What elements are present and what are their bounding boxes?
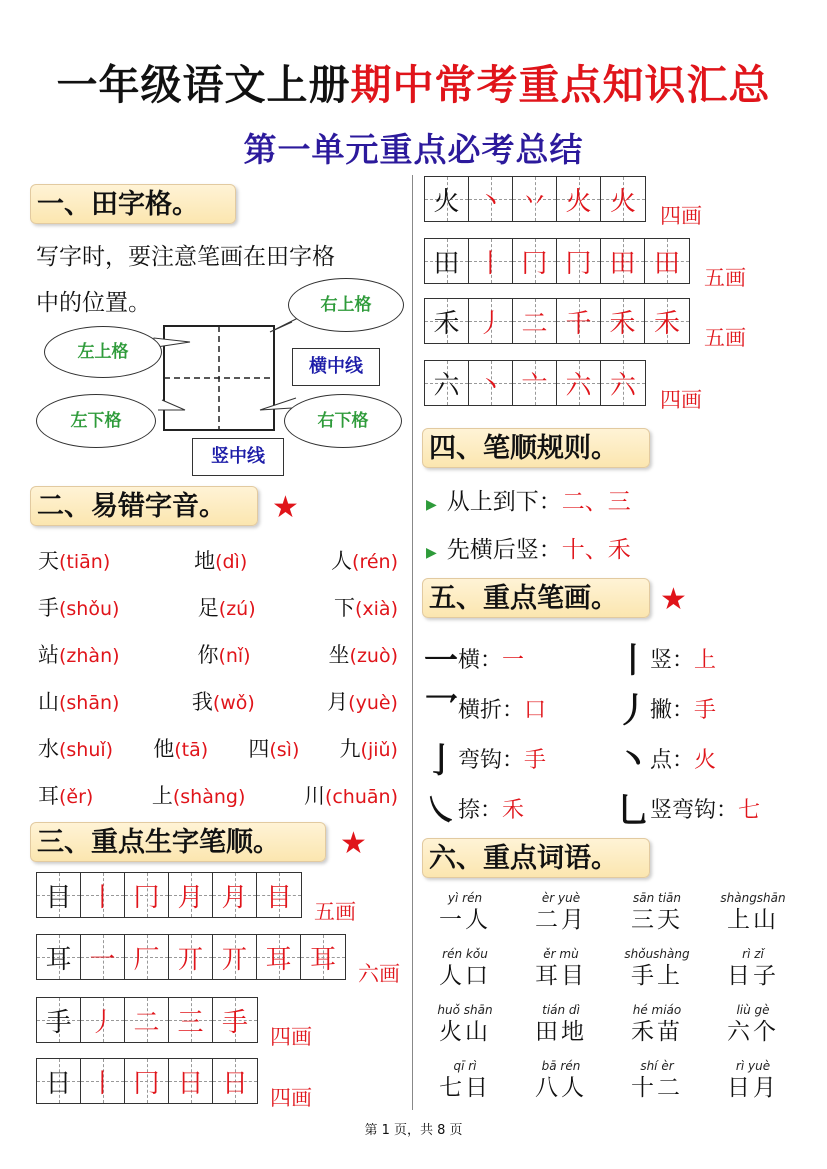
left-grid-row xyxy=(36,872,302,918)
pinyin-row xyxy=(38,585,398,632)
word-pinyin: shǒushàng xyxy=(624,947,690,961)
grid-step: 丨 xyxy=(89,882,116,913)
pinyin-item xyxy=(38,632,120,679)
rule-label: 从上到下： xyxy=(446,489,562,515)
pinyin-item xyxy=(198,585,256,632)
grid-step: 手 xyxy=(221,1007,248,1038)
right-grid-row xyxy=(424,298,690,344)
pinyin-item xyxy=(38,679,119,726)
title-red: 期中常考重点知识汇总 xyxy=(350,61,771,109)
pinyin-text: (jiǔ) xyxy=(360,739,398,761)
grid-cell-char xyxy=(37,998,81,1042)
grid-step: 千 xyxy=(565,308,592,339)
grid-step: 目 xyxy=(265,882,292,913)
grid-char: 禾 xyxy=(433,308,460,339)
stroke-item xyxy=(616,786,760,836)
stroke-name: 竖： xyxy=(650,648,695,673)
stroke-item xyxy=(424,786,524,836)
word-hanzi: 火山 xyxy=(439,1019,491,1045)
grid-cell-step xyxy=(125,1059,169,1103)
grid-cell-step xyxy=(557,361,601,405)
word-hanzi: 田地 xyxy=(535,1019,587,1045)
pinyin-char: 耳 xyxy=(38,784,59,808)
word-item xyxy=(612,946,702,990)
stroke-item xyxy=(616,636,716,686)
pinyin-char: 上 xyxy=(151,784,173,808)
grid-cell-step xyxy=(81,1059,125,1103)
word-hanzi: 禾苗 xyxy=(631,1019,683,1045)
stroke-item xyxy=(616,736,716,786)
word-hanzi: 二月 xyxy=(535,907,587,933)
stroke-name: 横： xyxy=(458,648,503,673)
word-item xyxy=(420,1002,510,1046)
grid-step: 丌 xyxy=(221,944,248,975)
pinyin-text: (yuè) xyxy=(348,692,398,714)
word-pinyin: yì rén xyxy=(447,891,483,905)
grid-cell-step xyxy=(125,935,169,979)
pinyin-text: (chuān) xyxy=(324,786,398,808)
grid-step: 丌 xyxy=(177,944,204,975)
section3-heading: 三、重点生字笔顺。 xyxy=(30,822,326,862)
left-grid-row xyxy=(36,997,258,1043)
pinyin-item xyxy=(152,773,246,820)
pinyin-text: (xià) xyxy=(355,598,398,620)
word-item xyxy=(516,1058,606,1102)
stroke-example: 口 xyxy=(524,698,547,723)
word-pinyin: tián dì xyxy=(542,1003,580,1017)
right-grid-item xyxy=(424,238,746,290)
rule-item xyxy=(426,526,631,574)
grid-cell-step xyxy=(601,299,645,343)
stroke-name: 竖弯钩： xyxy=(650,798,739,823)
pinyin-row xyxy=(38,538,398,585)
grid-cell-step xyxy=(169,873,213,917)
grid-step: 丶 xyxy=(477,370,504,401)
pinyin-char: 手 xyxy=(38,596,59,620)
grid-cell-char xyxy=(37,873,81,917)
word-hanzi: 日月 xyxy=(727,1075,779,1101)
grid-cell-step xyxy=(601,361,645,405)
pinyin-text: (tiān) xyxy=(59,551,111,573)
grid-cell-step xyxy=(213,1059,257,1103)
left-grid-row xyxy=(36,934,346,980)
grid-step: 六 xyxy=(565,370,592,401)
word-item xyxy=(708,946,798,990)
grid-step: 二 xyxy=(521,308,548,339)
stroke-glyph-icon: 亅 xyxy=(424,741,458,781)
pinyin-char: 你 xyxy=(197,643,219,667)
pinyin-char: 水 xyxy=(38,737,59,761)
word-item xyxy=(420,1058,510,1102)
star-icon: ★ xyxy=(272,490,299,525)
grid-step: 丿 xyxy=(89,1007,116,1038)
pinyin-char: 山 xyxy=(38,690,59,714)
pinyin-char: 月 xyxy=(327,690,349,714)
stroke-glyph-icon: ㇏ xyxy=(424,791,458,831)
pinyin-text: (dì) xyxy=(215,551,248,573)
word-hanzi: 一人 xyxy=(439,907,491,933)
page-footer: 第 1 页，共 8 页 xyxy=(364,1123,463,1138)
word-pinyin: shí èr xyxy=(640,1059,674,1073)
left-grid-item xyxy=(36,997,312,1049)
stroke-example: 上 xyxy=(694,648,717,673)
bubble-bottom-left: 左下格 xyxy=(36,394,156,448)
star-icon: ★ xyxy=(340,826,367,861)
word-hanzi: 人口 xyxy=(439,963,491,989)
pinyin-item xyxy=(38,585,119,632)
grid-step: 厂 xyxy=(133,944,160,975)
grid-cell-step xyxy=(213,873,257,917)
pinyin-text: (tā) xyxy=(174,739,209,761)
pinyin-char: 天 xyxy=(38,549,59,573)
grid-cell-char xyxy=(37,1059,81,1103)
left-grid-item xyxy=(36,1058,312,1110)
grid-cell-step xyxy=(81,935,125,979)
pinyin-row xyxy=(38,679,398,726)
grid-cell-step xyxy=(557,177,601,221)
pinyin-char: 我 xyxy=(191,690,213,714)
stroke-example: 一 xyxy=(502,648,525,673)
pinyin-char: 足 xyxy=(197,596,219,620)
right-grid-row xyxy=(424,360,646,406)
grid-char: 耳 xyxy=(45,944,72,975)
word-pinyin: shàngshān xyxy=(720,891,786,905)
word-pinyin: ěr mù xyxy=(543,947,579,961)
word-item xyxy=(420,890,510,934)
left-grid-item xyxy=(36,872,356,924)
word-pinyin: rì yuè xyxy=(735,1059,771,1073)
grid-char: 目 xyxy=(45,882,72,913)
grid-step: 禾 xyxy=(609,308,636,339)
grid-cell-step xyxy=(213,998,257,1042)
rule-example: 二、三 xyxy=(561,489,631,515)
word-pinyin: huǒ shān xyxy=(437,1003,493,1017)
stroke-example: 禾 xyxy=(502,798,525,823)
stroke-glyph-icon: 一 xyxy=(424,641,458,681)
grid-cell-step xyxy=(469,239,513,283)
right-grid-row xyxy=(424,176,646,222)
grid-step: 三 xyxy=(177,1007,204,1038)
grid-cell-step xyxy=(557,299,601,343)
word-hanzi: 三天 xyxy=(631,907,683,933)
grid-char: 手 xyxy=(45,1007,72,1038)
pinyin-char: 下 xyxy=(334,596,355,620)
pinyin-text: (rén) xyxy=(352,551,398,573)
right-grid-row xyxy=(424,238,690,284)
grid-cell-step xyxy=(125,998,169,1042)
section1-text-line2: 中的位置。 xyxy=(36,290,151,316)
stroke-name: 撇： xyxy=(650,698,695,723)
stroke-glyph-icon: 丨 xyxy=(616,641,650,681)
grid-cell-step xyxy=(469,361,513,405)
grid-step: 丿 xyxy=(477,308,504,339)
grid-cell-step xyxy=(513,361,557,405)
pinyin-item xyxy=(38,726,113,773)
word-pinyin: èr yuè xyxy=(541,891,581,905)
pinyin-item xyxy=(153,726,208,773)
word-pinyin: sān tiān xyxy=(632,891,682,905)
pinyin-text: (sì) xyxy=(269,739,300,761)
grid-step: 丷 xyxy=(521,186,548,217)
grid-char: 田 xyxy=(433,248,460,279)
stroke-glyph-icon: 丿 xyxy=(616,691,650,731)
left-grid-row xyxy=(36,1058,258,1104)
word-item xyxy=(612,1058,702,1102)
stroke-item xyxy=(616,686,716,736)
stroke-count: 五画 xyxy=(314,900,356,924)
grid-step: 二 xyxy=(133,1007,160,1038)
pinyin-text: (shàng) xyxy=(172,786,246,808)
pinyin-row xyxy=(38,632,398,679)
grid-step: 日 xyxy=(221,1068,248,1099)
bubble-top-left: 左上格 xyxy=(44,326,162,378)
page-title xyxy=(0,52,827,111)
bubble-top-right: 右上格 xyxy=(288,278,404,332)
bullet-icon: ▶ xyxy=(426,497,437,513)
right-grid-item xyxy=(424,298,746,350)
word-hanzi: 日子 xyxy=(727,963,779,989)
column-divider xyxy=(412,175,413,1110)
grid-step: 田 xyxy=(653,248,680,279)
grid-step: 耳 xyxy=(265,944,292,975)
pinyin-char: 坐 xyxy=(328,643,350,667)
pinyin-text: (wǒ) xyxy=(212,692,255,714)
stroke-count: 四画 xyxy=(660,204,702,228)
grid-step: 火 xyxy=(609,186,636,217)
grid-step: 丨 xyxy=(89,1068,116,1099)
grid-step: 一 xyxy=(89,944,116,975)
stroke-count: 四画 xyxy=(660,388,702,412)
grid-cell-char xyxy=(425,239,469,283)
title-black: 一年级语文上册 xyxy=(56,61,351,109)
grid-cell-step xyxy=(601,177,645,221)
stroke-count: 五画 xyxy=(704,326,746,350)
grid-step: 冂 xyxy=(133,1068,160,1099)
grid-cell-step xyxy=(469,299,513,343)
pinyin-char: 川 xyxy=(303,784,325,808)
pinyin-char: 站 xyxy=(38,643,59,667)
grid-step: 亠 xyxy=(521,370,548,401)
stroke-glyph-icon: 丶 xyxy=(616,741,650,781)
pinyin-text: (nǐ) xyxy=(218,645,251,667)
stroke-item xyxy=(424,636,524,686)
stroke-item xyxy=(424,686,546,736)
stroke-item xyxy=(424,736,546,786)
word-pinyin: bā rén xyxy=(541,1059,581,1073)
bullet-icon: ▶ xyxy=(426,545,437,561)
grid-cell-step xyxy=(645,239,689,283)
pinyin-char: 他 xyxy=(153,737,175,761)
grid-cell-step xyxy=(213,935,257,979)
pinyin-item xyxy=(194,538,247,585)
left-grid-item xyxy=(36,934,400,986)
grid-cell-char xyxy=(425,299,469,343)
word-item xyxy=(516,1002,606,1046)
stroke-count: 六画 xyxy=(358,962,400,986)
grid-step: 冂 xyxy=(565,248,592,279)
pinyin-char: 九 xyxy=(339,737,361,761)
grid-char: 六 xyxy=(433,370,460,401)
grid-cell-step xyxy=(257,873,301,917)
grid-cell-step xyxy=(557,239,601,283)
page-subtitle: 第一单元重点必考总结 xyxy=(243,130,584,169)
pinyin-item xyxy=(329,632,398,679)
stroke-example: 手 xyxy=(524,748,547,773)
stroke-glyph-icon: 乚 xyxy=(616,791,650,831)
grid-cell-char xyxy=(425,177,469,221)
word-hanzi: 手上 xyxy=(631,963,683,989)
word-item xyxy=(516,946,606,990)
word-pinyin: liù gè xyxy=(736,1003,770,1017)
bubble-bottom-right: 右下格 xyxy=(284,394,402,448)
stroke-name: 捺： xyxy=(458,798,503,823)
stroke-name: 横折： xyxy=(458,698,525,723)
pinyin-item xyxy=(197,632,250,679)
grid-cell-char xyxy=(425,361,469,405)
pinyin-item xyxy=(192,679,255,726)
section4-heading: 四、笔顺规则。 xyxy=(422,428,650,468)
pinyin-item xyxy=(38,773,93,820)
label-horizontal-midline: 横中线 xyxy=(292,348,380,386)
grid-cell-step xyxy=(169,935,213,979)
grid-step: 冂 xyxy=(133,882,160,913)
rule-item xyxy=(426,478,631,526)
word-pinyin: rén kǒu xyxy=(442,947,488,961)
section2-heading: 二、易错字音。 xyxy=(30,486,258,526)
pinyin-item xyxy=(304,773,398,820)
word-hanzi: 六个 xyxy=(727,1019,779,1045)
pinyin-row xyxy=(38,773,398,820)
pinyin-text: (shān) xyxy=(59,692,120,714)
pinyin-text: (zú) xyxy=(218,598,256,620)
stroke-example: 手 xyxy=(694,698,717,723)
stroke-glyph-icon: 乛 xyxy=(424,691,458,731)
pinyin-text: (zuò) xyxy=(349,645,398,667)
pinyin-text: (shuǐ) xyxy=(59,739,114,761)
pinyin-item xyxy=(331,538,398,585)
rules-list xyxy=(426,478,631,574)
word-item xyxy=(708,890,798,934)
grid-cell-step xyxy=(469,177,513,221)
grid-cell-char xyxy=(37,935,81,979)
pinyin-text: (zhàn) xyxy=(59,645,120,667)
pinyin-list xyxy=(38,538,398,820)
grid-cell-step xyxy=(125,873,169,917)
section1-text-line1: 写字时，要注意笔画在田字格 xyxy=(36,244,335,270)
grid-cell-step xyxy=(513,177,557,221)
word-hanzi: 十二 xyxy=(631,1075,683,1101)
pinyin-char: 四 xyxy=(248,737,270,761)
stroke-name: 点： xyxy=(650,748,695,773)
stroke-name: 弯钩： xyxy=(458,748,525,773)
section5-heading: 五、重点笔画。 xyxy=(422,578,650,618)
word-pinyin: qī rì xyxy=(453,1059,477,1073)
grid-cell-step xyxy=(169,1059,213,1103)
grid-cell-step xyxy=(257,935,301,979)
pinyin-item xyxy=(327,679,398,726)
grid-step: 丶 xyxy=(477,186,504,217)
grid-step: 耳 xyxy=(309,944,336,975)
word-pinyin: hé miáo xyxy=(632,1003,682,1017)
word-item xyxy=(708,1002,798,1046)
grid-step: 火 xyxy=(565,186,592,217)
grid-char: 火 xyxy=(433,186,460,217)
word-item xyxy=(516,890,606,934)
stroke-count: 四画 xyxy=(270,1025,312,1049)
rule-label: 先横后竖： xyxy=(446,537,562,563)
grid-step: 六 xyxy=(609,370,636,401)
pinyin-text: (ěr) xyxy=(59,786,94,808)
grid-cell-step xyxy=(601,239,645,283)
word-hanzi: 上山 xyxy=(727,907,779,933)
stroke-count: 四画 xyxy=(270,1086,312,1110)
grid-cell-step xyxy=(169,998,213,1042)
grid-step: 月 xyxy=(177,882,204,913)
section1-heading: 一、田字格。 xyxy=(30,184,236,224)
pinyin-item xyxy=(38,538,110,585)
grid-cell-step xyxy=(645,299,689,343)
stroke-example: 火 xyxy=(694,748,717,773)
grid-cell-step xyxy=(81,873,125,917)
pinyin-row xyxy=(38,726,398,773)
grid-step: 禾 xyxy=(653,308,680,339)
right-grid-item xyxy=(424,360,702,412)
grid-step: 月 xyxy=(221,882,248,913)
grid-step: 丨 xyxy=(477,248,504,279)
word-item xyxy=(708,1058,798,1102)
pinyin-char: 人 xyxy=(331,549,353,573)
stroke-count: 五画 xyxy=(704,266,746,290)
stroke-example: 七 xyxy=(738,798,761,823)
word-hanzi: 八人 xyxy=(535,1075,587,1101)
pinyin-text: (shǒu) xyxy=(59,598,120,620)
section6-heading: 六、重点词语。 xyxy=(422,838,650,878)
right-grid-item xyxy=(424,176,702,228)
pinyin-item xyxy=(340,726,398,773)
grid-cell-step xyxy=(513,299,557,343)
grid-step: 日 xyxy=(177,1068,204,1099)
word-hanzi: 七日 xyxy=(439,1075,491,1101)
word-item xyxy=(612,890,702,934)
pinyin-item xyxy=(334,585,398,632)
word-pinyin: rì zǐ xyxy=(742,947,764,961)
word-item xyxy=(420,946,510,990)
pinyin-char: 地 xyxy=(194,549,216,573)
grid-step: 冂 xyxy=(521,248,548,279)
grid-cell-step xyxy=(81,998,125,1042)
pinyin-item xyxy=(248,726,299,773)
word-hanzi: 耳目 xyxy=(535,963,587,989)
grid-step: 田 xyxy=(609,248,636,279)
rule-example: 十、禾 xyxy=(561,537,631,563)
grid-cell-step xyxy=(301,935,345,979)
label-vertical-midline: 竖中线 xyxy=(192,438,284,476)
grid-cell-step xyxy=(513,239,557,283)
word-item xyxy=(612,1002,702,1046)
star-icon: ★ xyxy=(660,582,687,617)
grid-char: 日 xyxy=(45,1068,72,1099)
